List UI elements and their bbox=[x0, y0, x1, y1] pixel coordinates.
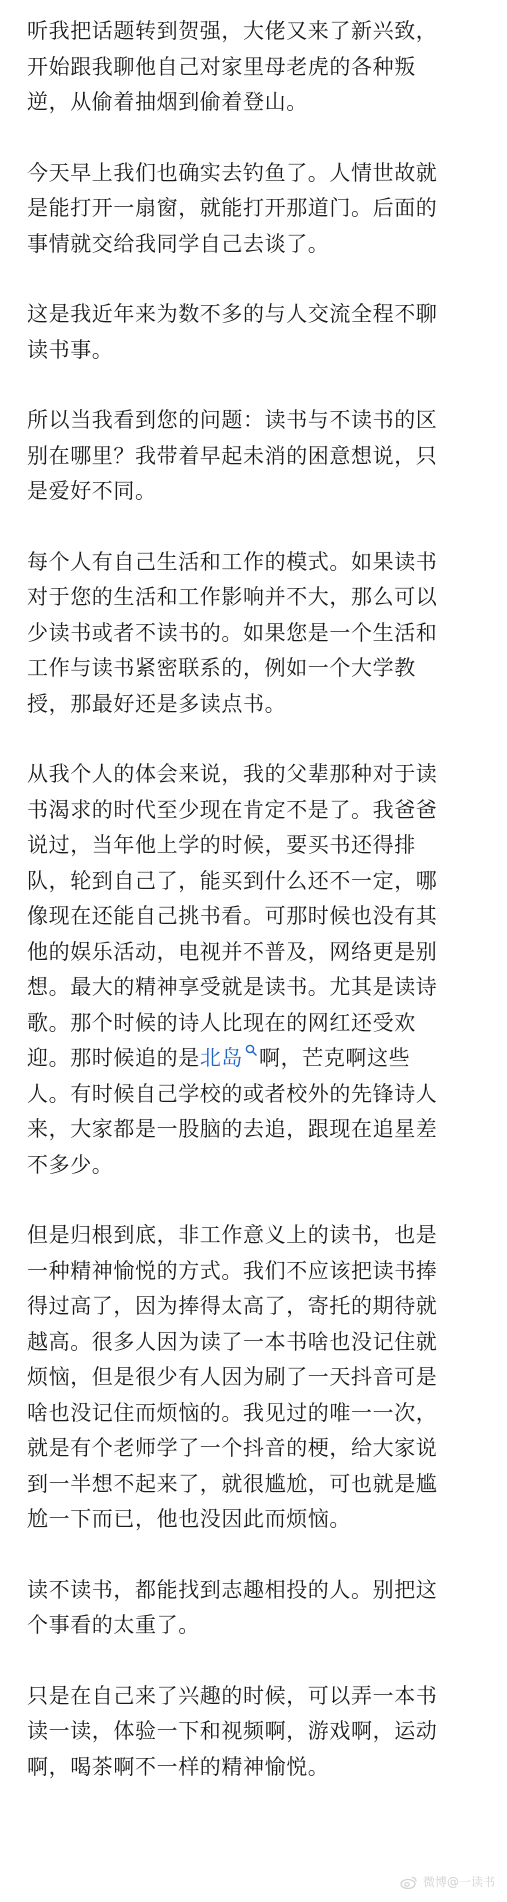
text-line: 从我个人的体会来说，我的父辈那种对于读 bbox=[27, 762, 438, 786]
text-line: 对于您的生活和工作影响并不大，那么可以 bbox=[27, 585, 438, 609]
weibo-watermark bbox=[400, 1873, 495, 1890]
text-line: 读一读，体验一下和视频啊，游戏啊，运动 bbox=[27, 1719, 438, 1743]
text-before-link: 迎。那时候追的是 bbox=[27, 1046, 200, 1070]
text-line: 别在哪里？我带着早起未消的困意想说，只 bbox=[27, 443, 438, 468]
text-line: 工作与读书紧密联系的，例如一个大学教 bbox=[27, 656, 416, 680]
text-line: 烦恼，但是很少有人因为刷了一天抖音可是 bbox=[27, 1365, 438, 1389]
text-after-link: 啊，芒克啊这些 bbox=[259, 1046, 411, 1070]
text-line: 越高。很多人因为读了一本书啥也没记住就 bbox=[27, 1329, 438, 1354]
text-line: 个事看的太重了。 bbox=[27, 1613, 200, 1637]
text-line: 就是有个老师学了一个抖音的梗，给大家说 bbox=[27, 1436, 438, 1460]
paragraph-5 bbox=[27, 545, 497, 723]
text-line: 一种精神愉悦的方式。我们不应该把读书捧 bbox=[27, 1258, 438, 1283]
text-line: 书渴求的时代至少现在肯定不是了。我爸爸 bbox=[27, 797, 438, 822]
text-line: 是能打开一扇窗，就能打开那道门。后面的 bbox=[27, 196, 438, 220]
text-line: 来，大家都是一股脑的去追，跟现在追星差 bbox=[27, 1117, 438, 1141]
text-line: 少读书或者不读书的。如果您是一个生活和 bbox=[27, 620, 438, 645]
text-line: 得过高了，因为捧得太高了，寄托的期待就 bbox=[27, 1294, 438, 1318]
watermark-text: 微博@一读书 bbox=[422, 1875, 495, 1889]
text-line: 读书事。 bbox=[27, 337, 114, 362]
paragraph-1 bbox=[27, 14, 497, 121]
paragraph-8 bbox=[27, 1573, 497, 1644]
text-line: 队，轮到自己了，能买到什么还不一定，哪 bbox=[27, 868, 438, 893]
text-line: 每个人有自己生活和工作的模式。如果读书 bbox=[27, 549, 438, 574]
paragraph-3 bbox=[27, 297, 497, 368]
search-icon[interactable] bbox=[244, 1043, 258, 1057]
text-line: 想。最大的精神享受就是读书。尤其是读诗 bbox=[27, 975, 438, 999]
text-line-with-link bbox=[27, 1041, 497, 1077]
text-line: 他的娱乐活动，电视并不普及，网络更是别 bbox=[27, 939, 438, 964]
article-body bbox=[27, 14, 497, 1820]
text-line: 到一半想不起来了，就很尴尬，可也就是尴 bbox=[27, 1471, 438, 1496]
paragraph-4 bbox=[27, 403, 497, 510]
paragraph-7 bbox=[27, 1218, 497, 1538]
text-line: 所以当我看到您的问题：读书与不读书的区 bbox=[27, 408, 438, 432]
text-line: 开始跟我聊他自己对家里母老虎的各种叛 bbox=[27, 54, 416, 79]
text-line: 只是在自己来了兴趣的时候，可以弄一本书 bbox=[27, 1683, 438, 1708]
text-line: 但是归根到底，非工作意义上的读书，也是 bbox=[27, 1223, 438, 1247]
text-line: 尬一下而已，他也没因此而烦恼。 bbox=[27, 1507, 351, 1531]
text-line: 歌。那个时候的诗人比现在的网红还受欢 bbox=[27, 1010, 416, 1035]
text-line: 是爱好不同。 bbox=[27, 479, 157, 503]
weibo-logo-icon bbox=[400, 1875, 418, 1889]
text-line: 像现在还能自己挑书看。可那时候也没有其 bbox=[27, 904, 438, 928]
text-line: 说过，当年他上学的时候，要买书还得排 bbox=[27, 833, 416, 857]
text-line: 这是我近年来为数不多的与人交流全程不聊 bbox=[27, 302, 438, 326]
text-line: 事情就交给我同学自己去谈了。 bbox=[27, 231, 330, 256]
paragraph-6 bbox=[27, 757, 497, 1183]
text-line: 逆，从偷着抽烟到偷着登山。 bbox=[27, 90, 308, 114]
text-line: 听我把话题转到贺强，大佬又来了新兴致， bbox=[27, 19, 438, 43]
text-line: 今天早上我们也确实去钓鱼了。人情世故就 bbox=[27, 160, 438, 185]
text-line: 啥也没记住而烦恼的。我见过的唯一一次， bbox=[27, 1400, 438, 1425]
text-line: 人。有时候自己学校的或者校外的先锋诗人 bbox=[27, 1081, 438, 1106]
text-line: 读不读书，都能找到志趣相投的人。别把这 bbox=[27, 1577, 438, 1602]
text-line: 授，那最好还是多读点书。 bbox=[27, 691, 287, 716]
text-line: 啊，喝茶啊不一样的精神愉悦。 bbox=[27, 1754, 330, 1779]
beidao-search-link[interactable]: 北岛 bbox=[199, 1046, 244, 1070]
paragraph-9 bbox=[27, 1679, 497, 1786]
paragraph-2 bbox=[27, 156, 497, 263]
text-line: 不多少。 bbox=[27, 1152, 114, 1177]
